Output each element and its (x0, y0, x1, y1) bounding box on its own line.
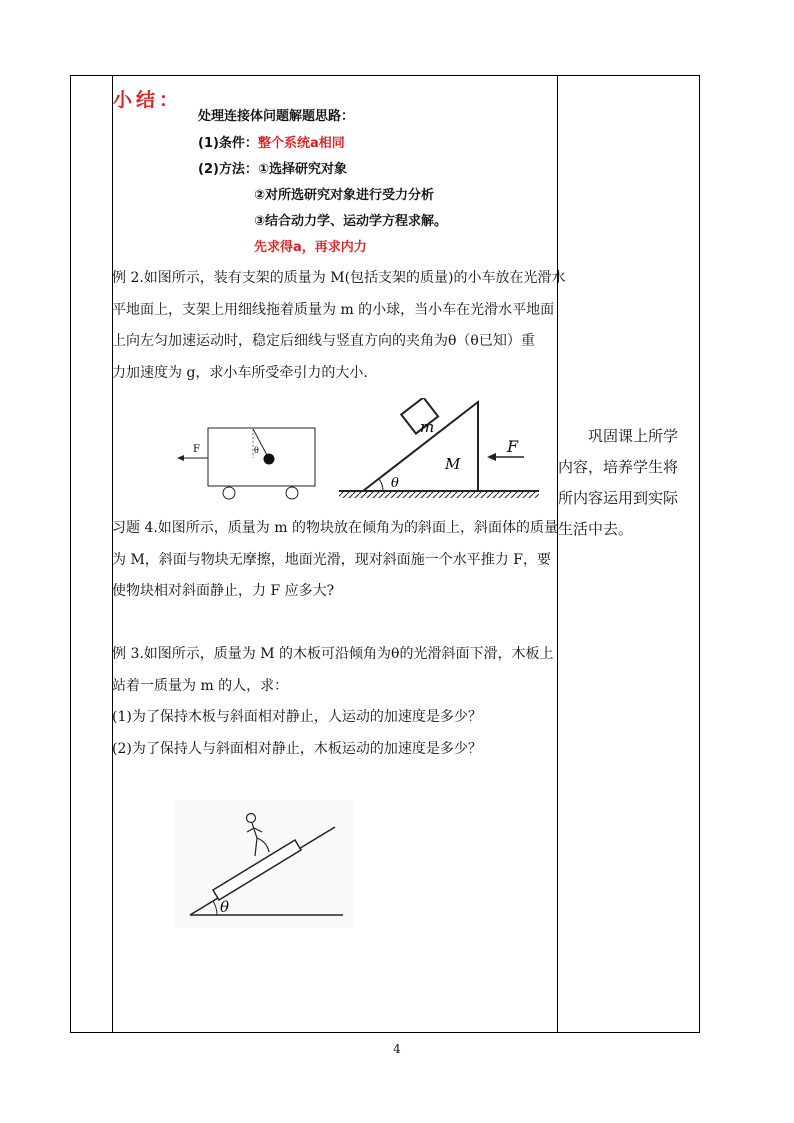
summary-tip: 先求得a，再求内力 (254, 240, 367, 255)
cart-angle-label: θ (254, 446, 259, 455)
wedge-force-label: F (507, 437, 519, 456)
wedge-angle-label: θ (391, 476, 399, 491)
person-head (247, 814, 256, 823)
wedge-label: M (445, 455, 461, 473)
example-3-line: (1)为了保持木板与斜面相对静止，人运动的加速度是多少？ (112, 709, 482, 725)
exercise-4-line: 为 M，斜面与物块无摩擦，地面光滑，现对斜面施一个水平推力 F，要 (112, 551, 551, 568)
condition-label: (1)条件： (198, 136, 258, 151)
cart-force-label: F (193, 444, 200, 455)
incline-angle-label: θ (220, 898, 230, 916)
cart-wheel-right (286, 487, 298, 499)
method-step1: ①选择研究对象 (257, 162, 347, 177)
method-label: (2)方法： (198, 162, 258, 177)
example-3-line: 站着一质量为 m 的人，求： (112, 677, 289, 694)
example-2-line: 例 2.如图所示，装有支架的质量为 M(包括支架的质量)的小车放在光滑水 (112, 270, 566, 286)
note-line: 巩固课上所学 (558, 427, 679, 445)
summary-condition (198, 132, 345, 151)
condition-value: 整个系统a相同 (257, 136, 345, 151)
exercise-4-line: 习题 4.如图所示，质量为 m 的物块放在倾角为的斜面上，斜面体的质量 (112, 520, 558, 536)
exercise-4-line: 使物块相对斜面静止，力 F 应多大? (112, 583, 335, 599)
example-2-line: 平地面上，支架上用细线拖着质量为 m 的小球，当小车在光滑水平地面 (112, 301, 555, 318)
cart-force-arrowhead (177, 455, 184, 461)
block-label: m (420, 418, 435, 436)
summary-title: 小结： (113, 89, 183, 111)
summary-method (198, 158, 347, 177)
column-divider-right (557, 76, 558, 1032)
pendulum-ball (264, 454, 275, 465)
method-step2: ②对所选研究对象进行受力分析 (254, 188, 435, 203)
cart-wheel-left (223, 487, 235, 499)
wedge-angle-arc (379, 479, 383, 491)
incline-person-figure (175, 800, 355, 928)
example-3 (112, 639, 556, 765)
example-2-line: 力加速度为 g，求小车所受牵引力的大小. (112, 364, 368, 381)
page-number: 4 (393, 1042, 401, 1056)
method-step3: ③结合动力学、运动学方程求解。 (254, 214, 448, 229)
summary-heading: 处理连接体问题解题思路： (198, 109, 355, 124)
cart-pendulum-figure (175, 422, 320, 502)
example-2 (112, 263, 566, 389)
teaching-purpose-note (558, 421, 698, 545)
exercise-4 (112, 513, 556, 608)
wedge-block-figure (335, 398, 545, 503)
ground-hatch (339, 491, 539, 498)
cart-body (208, 428, 315, 486)
example-3-line: 例 3.如图所示，质量为 M 的木板可沿倾角为θ的光滑斜面下滑，木板上 (112, 646, 554, 662)
note-line: 生活中去。 (558, 520, 634, 538)
example-3-line: (2)为了保持人与斜面相对静止，木板运动的加速度是多少？ (112, 740, 482, 757)
wedge-force-arrowhead (487, 453, 496, 461)
note-line: 所内容运用到实际 (558, 489, 679, 507)
example-2-line: 上向左匀加速运动时，稳定后细线与竖直方向的夹角为θ（θ已知）重 (112, 333, 535, 349)
note-line: 内容，培养学生将 (558, 458, 679, 476)
